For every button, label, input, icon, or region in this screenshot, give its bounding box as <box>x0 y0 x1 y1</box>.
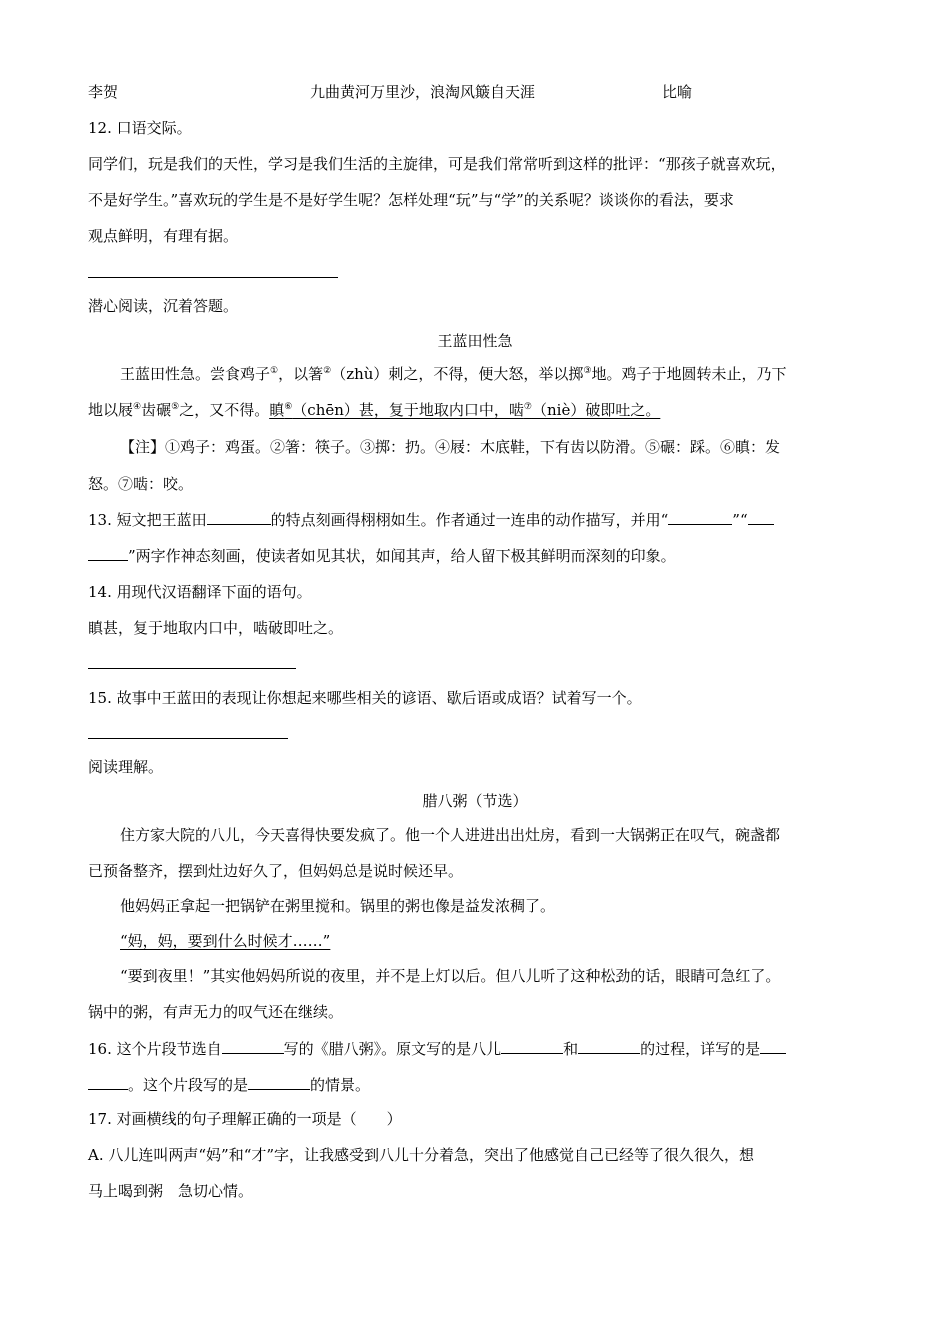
q16-blank-4a[interactable] <box>760 1039 786 1054</box>
q13-blank-3a[interactable] <box>748 510 774 525</box>
passage2-line6: 锅中的粥，有声无力的叹气还在继续。 <box>88 1003 344 1021</box>
q12-answer-line[interactable] <box>88 277 338 278</box>
q17-option-a-line2[interactable]: 马上喝到粥 急切心情。 <box>88 1182 254 1200</box>
q15-title: 15. 故事中王蓝田的表现让你想起来哪些相关的谚语、歇后语或成语？试着写一个。 <box>88 689 642 707</box>
poem-device: 比喻 <box>662 83 693 101</box>
q16-blank-1[interactable] <box>222 1039 284 1054</box>
q12-text-line3: 观点鲜明，有理有据。 <box>88 227 239 245</box>
q16-blank-4b[interactable] <box>88 1075 128 1090</box>
q16-blank-3[interactable] <box>578 1039 640 1054</box>
q13-blank-2[interactable] <box>668 510 732 525</box>
q12-text-line2: 不是好学生。”喜欢玩的学生是不是好学生呢？怎样处理“玩”与“学”的关系呢？谈谈你的看法，要求 <box>88 191 734 209</box>
q13-blank-1[interactable] <box>207 510 271 525</box>
passage1-note-line2: 怒。⑦啮：咬。 <box>88 475 194 493</box>
passage2-line2: 已预备整齐，摆到灶边好久了，但妈妈总是说时候还早。 <box>88 862 464 880</box>
poem-line: 九曲黄河万里沙，浪淘风簸自天涯 <box>310 83 536 101</box>
passage2-line1: 住方家大院的八儿，今天喜得快要发疯了。他一个人进进出出灶房，看到一大锅粥正在叹气，碗盏都 <box>120 826 781 844</box>
q12-text-line1: 同学们，玩是我们的天性，学习是我们生活的主旋律，可是我们常常听到这样的批评：“那孩子就喜欢玩， <box>88 155 786 173</box>
passage1-line2: 地以屐④齿碾⑤之，又不得。瞋⑥（chēn）甚，复于地取内口中，啮⑦（niè）破即吐之。 <box>88 401 661 419</box>
passage1-line1: 王蓝田性急。尝食鸡子①，以箸②（zhù）刺之，不得，便大怒，举以掷③地。鸡子于地圆转未止，乃下 <box>120 365 787 383</box>
q14-answer-line[interactable] <box>88 668 296 669</box>
section1-intro: 潜心阅读，沉着答题。 <box>88 297 239 315</box>
underlined-sentence-2: “妈，妈，要到什么时候才……” <box>120 932 331 950</box>
poem-author: 李贺 <box>88 83 119 101</box>
q17-option-a-line1[interactable]: A. 八儿连叫两声“妈”和“才”字，让我感受到八儿十分着急，突出了他感觉自己已经等了很久很久，想 <box>88 1146 755 1164</box>
passage1-title: 王蓝田性急 <box>437 332 513 350</box>
passage2-line3: 他妈妈正拿起一把锅铲在粥里搅和。锅里的粥也像是益发浓稠了。 <box>120 897 556 915</box>
q16-line2: 。这个片段写的是 的情景。 <box>88 1075 370 1095</box>
q16-blank-2[interactable] <box>501 1039 563 1054</box>
q16-line1: 16. 这个片段节选自 写的《腊八粥》。原文写的是八儿 和 的过程，详写的是 <box>88 1039 786 1059</box>
passage2-line4 <box>120 931 330 951</box>
q15-answer-line[interactable] <box>88 738 288 739</box>
q14-sentence: 瞋甚，复于地取内口中，啮破即吐之。 <box>88 619 344 637</box>
q13-line2: ”两字作神态刻画，使读者如见其状，如闻其声，给人留下极其鲜明而深刻的印象。 <box>88 546 676 566</box>
passage2-title: 腊八粥（节选） <box>422 792 528 810</box>
passage2-line5: “要到夜里！”其实他妈妈所说的夜里，并不是上灯以后。但八儿听了这种松劲的话，眼睛可急红了。 <box>120 967 781 985</box>
q16-blank-5[interactable] <box>248 1075 310 1090</box>
q17-title: 17. 对画横线的句子理解正确的一项是（ ） <box>88 1110 402 1128</box>
q12-title: 12. 口语交际。 <box>88 119 192 137</box>
poem-row <box>88 82 693 102</box>
passage1-note-line1: 【注】①鸡子：鸡蛋。②箸：筷子。③掷：扔。④屐：木底鞋，下有齿以防滑。⑤碾：踩。⑥瞋：发 <box>120 438 781 456</box>
q13-blank-3b[interactable] <box>88 546 128 561</box>
q14-title: 14. 用现代汉语翻译下面的语句。 <box>88 583 312 601</box>
underlined-sentence-1: 瞋⑥（chēn）甚，复于地取内口中，啮⑦（niè）破即吐之。 <box>269 401 661 419</box>
q13-line1: 13. 短文把王蓝田 的特点刻画得栩栩如生。作者通过一连串的动作描写，并用“ ”“ <box>88 510 774 530</box>
section2-intro: 阅读理解。 <box>88 758 164 776</box>
